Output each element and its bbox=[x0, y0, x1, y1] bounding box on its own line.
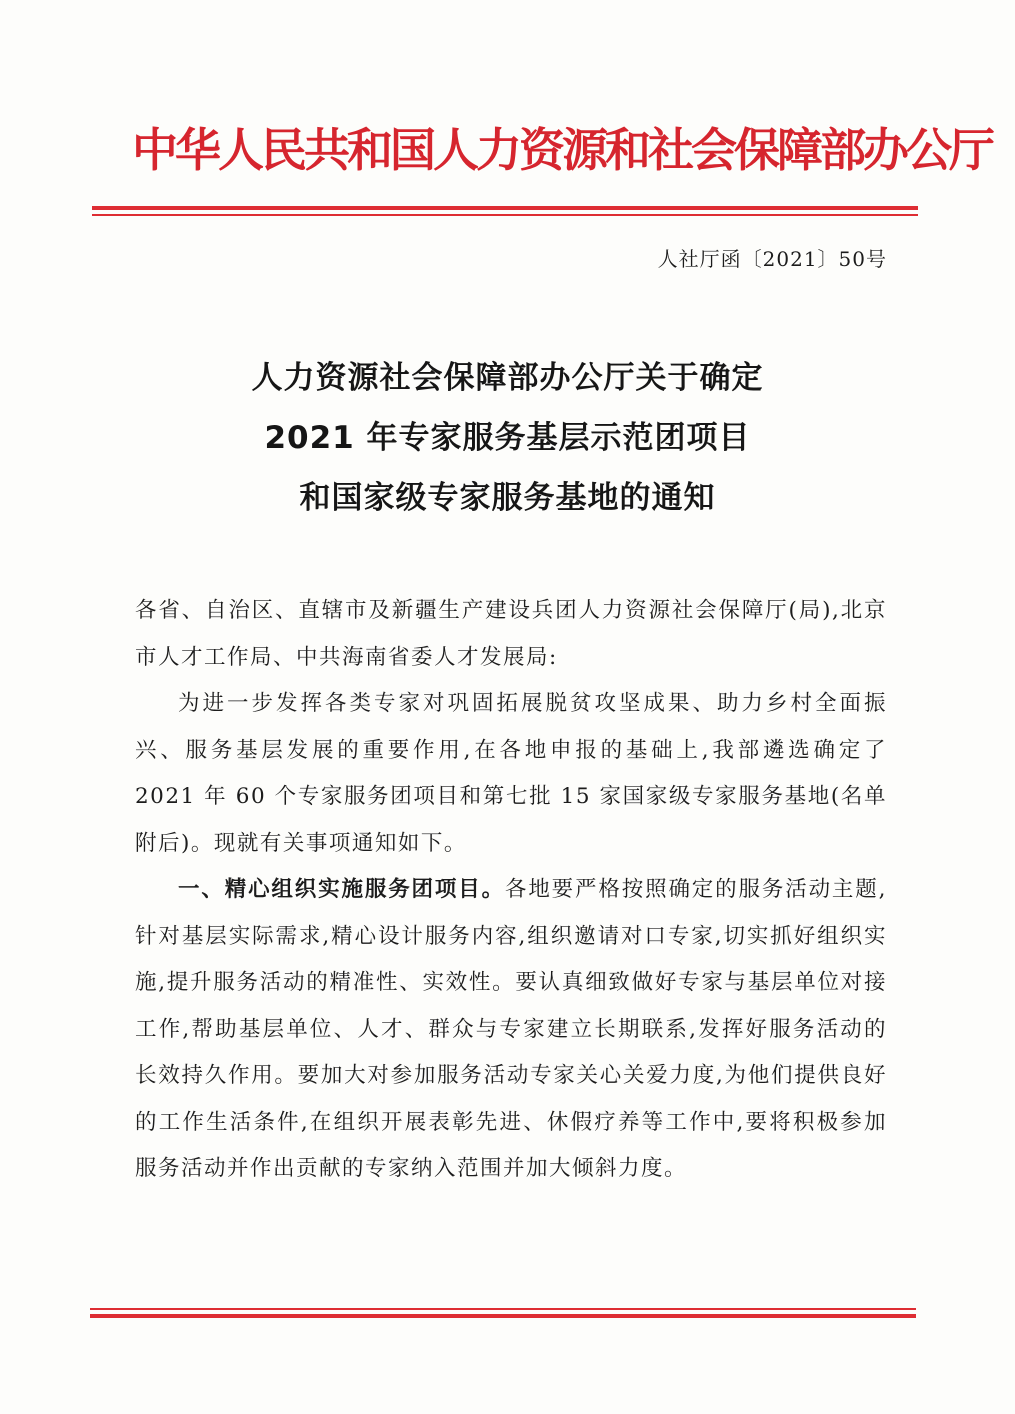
section-1-text: 各地要严格按照确定的服务活动主题,针对基层实际需求,精心设计服务内容,组织邀请对口专家,切实抓好组织实施,提升服务活动的精准性、实效性。要认真细致做好专家与基层单位对接工作,帮助基层单位、人才、群众与专家建立长期联系,发挥好服务活动的长效持久作用。要加大对参加服务活动专家关心关爱力度,为他们提供良好的工作生活条件,在组织开展表彰先进、休假疗养等工作中,要将积极参加服务活动并作出贡献的专家纳入范围并加大倾斜力度。 bbox=[135, 877, 887, 1181]
section-1-paragraph bbox=[135, 867, 887, 1193]
document-title bbox=[130, 348, 885, 528]
header-red-rule-thick bbox=[92, 206, 918, 210]
title-line-2: 2021 年专家服务基层示范团项目 bbox=[264, 420, 751, 456]
issuing-office-header: 中华人民共和国人力资源和社会保障部办公厅 bbox=[132, 123, 992, 177]
section-1-heading: 一、精心组织实施服务团项目。 bbox=[178, 877, 505, 902]
document-body bbox=[135, 588, 887, 1193]
title-line-3: 和国家级专家服务基地的通知 bbox=[299, 480, 716, 516]
addressee-paragraph: 各省、自治区、直辖市及新疆生产建设兵团人力资源社会保障厅(局),北京市人才工作局、中共海南省委人才发展局: bbox=[135, 598, 887, 670]
document-number: 人社厅函〔2021〕50号 bbox=[657, 247, 887, 271]
title-line-1: 人力资源社会保障部办公厅关于确定 bbox=[251, 360, 764, 396]
intro-paragraph: 为进一步发挥各类专家对巩固拓展脱贫攻坚成果、助力乡村全面振兴、服务基层发展的重要作用,在各地申报的基础上,我部遴选确定了 2021 年 60 个专家服务团项目和第七批 15 家国家级专家服务基地(名单附后)。现就有关事项通知如下。 bbox=[135, 691, 887, 856]
footer-red-rule-thick bbox=[90, 1314, 916, 1318]
footer-red-rule-thin bbox=[90, 1308, 916, 1310]
header-red-rule-thin bbox=[92, 214, 918, 216]
